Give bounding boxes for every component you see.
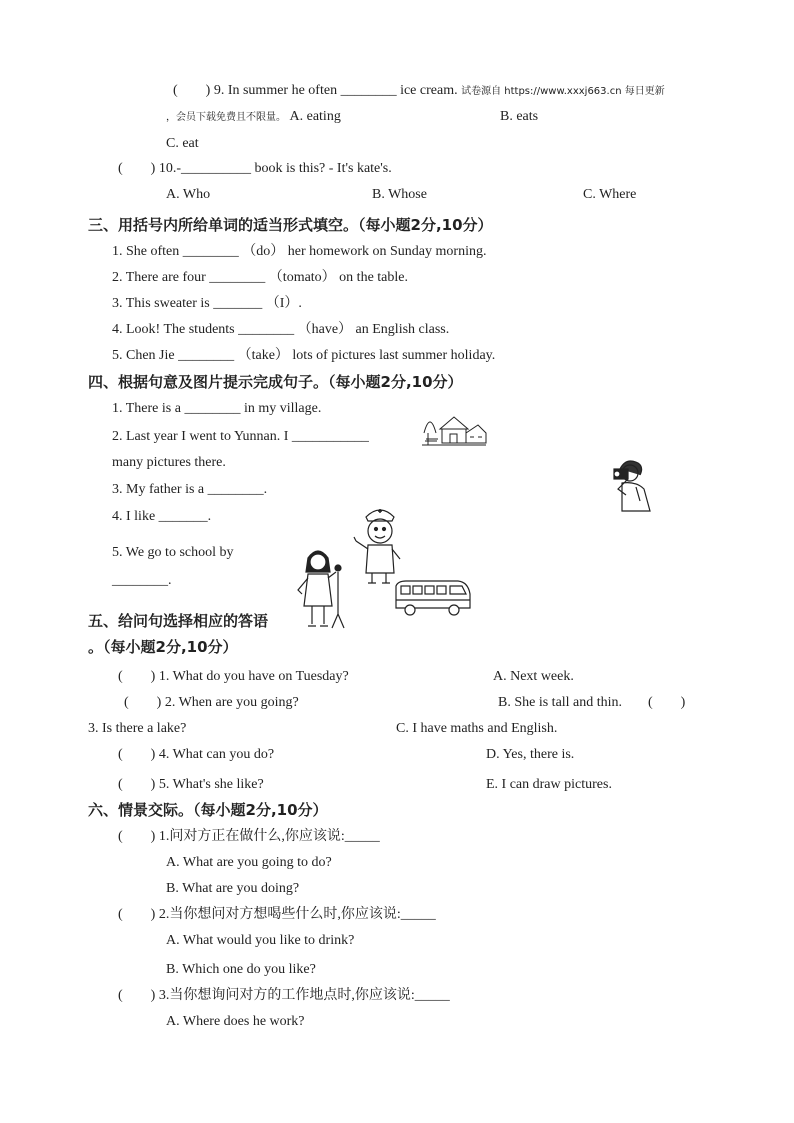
list-item: ________. [112, 573, 172, 588]
question-1: ( ) 1. What do you have on Tuesday? [118, 669, 349, 684]
question-10: ( ) 10.-__________ book is this? - It's kate's. [118, 161, 392, 176]
option-a: A. What are you going to do? [166, 855, 332, 870]
section-5-heading: 五、给问句选择相应的答语 [88, 612, 269, 630]
list-item: 4. Look! The students ________ （have） an English class. [112, 322, 450, 337]
option-a: A. Who [166, 187, 211, 202]
question-3: ( ) 3.当你想询问对方的工作地点时,你应该说:_____ [118, 988, 450, 1003]
option-a: A. eating [289, 109, 341, 124]
option-a: A. Where does he work? [166, 1014, 305, 1029]
list-item: 3. This sweater is _______ （I）. [112, 296, 302, 311]
answer-c: C. I have maths and English. [396, 721, 558, 736]
question-3: 3. Is there a lake? [88, 721, 187, 736]
answer-a: A. Next week. [493, 669, 574, 684]
list-item: many pictures there. [112, 455, 226, 470]
doctor-picture [352, 503, 406, 585]
option-b: B. What are you doing? [166, 881, 300, 896]
question-2: ( ) 2.当你想问对方想喝些什么时,你应该说:_____ [118, 907, 436, 922]
list-item: 2. Last year I went to Yunnan. I ___________ [112, 429, 369, 444]
option-b: B. eats [500, 109, 539, 124]
list-item: 5. Chen Jie ________ （take） lots of pictures last summer holiday. [112, 348, 496, 363]
camera-man-picture [606, 455, 658, 513]
list-item: 2. There are four ________ （tomato） on the table. [112, 270, 408, 285]
watermark-text-2: ，会员下载免费且不限量。 [166, 112, 286, 123]
question-9-row2 [166, 108, 341, 127]
list-item: 5. We go to school by [112, 545, 234, 560]
option-a: A. What would you like to drink? [166, 933, 355, 948]
section-4-heading: 四、根据句意及图片提示完成句子。（每小题2分,10分） [88, 373, 463, 391]
question-1: ( ) 1.问对方正在做什么,你应该说:_____ [118, 829, 380, 844]
option-c: C. Where [583, 187, 637, 202]
girl-singing-picture [294, 544, 352, 632]
question-9: ( ) 9. In summer he often ________ ice cream. 试卷源自 https://www.xxxj663.cn 每日更新 [173, 83, 665, 98]
answer-b: B. She is tall and thin. [498, 695, 623, 710]
list-item: 3. My father is a ________. [112, 482, 268, 497]
bus-picture [392, 578, 472, 618]
section-6-heading: 六、情景交际。（每小题2分,10分） [88, 801, 328, 819]
section-5-heading-cont: 。（每小题2分,10分） [88, 638, 238, 656]
list-item: 4. I like _______. [112, 509, 212, 524]
answer-e: E. I can draw pictures. [486, 777, 612, 792]
option-b: B. Whose [372, 187, 427, 202]
list-item: 1. She often ________ （do） her homework on Sunday morning. [112, 244, 487, 259]
village-picture [420, 403, 488, 449]
option-b: B. Which one do you like? [166, 962, 316, 977]
watermark-text: 试卷源自 https://www.xxxj663.cn 每日更新 [461, 86, 665, 97]
question-3-paren: ( ) [648, 695, 686, 710]
question-5: ( ) 5. What's she like? [118, 777, 264, 792]
question-4: ( ) 4. What can you do? [118, 747, 275, 762]
section-3-heading: 三、用括号内所给单词的适当形式填空。（每小题2分,10分） [88, 216, 493, 234]
question-2: ( ) 2. When are you going? [124, 695, 299, 710]
option-c: C. eat [166, 136, 199, 151]
list-item: 1. There is a ________ in my village. [112, 401, 322, 416]
answer-d: D. Yes, there is. [486, 747, 575, 762]
